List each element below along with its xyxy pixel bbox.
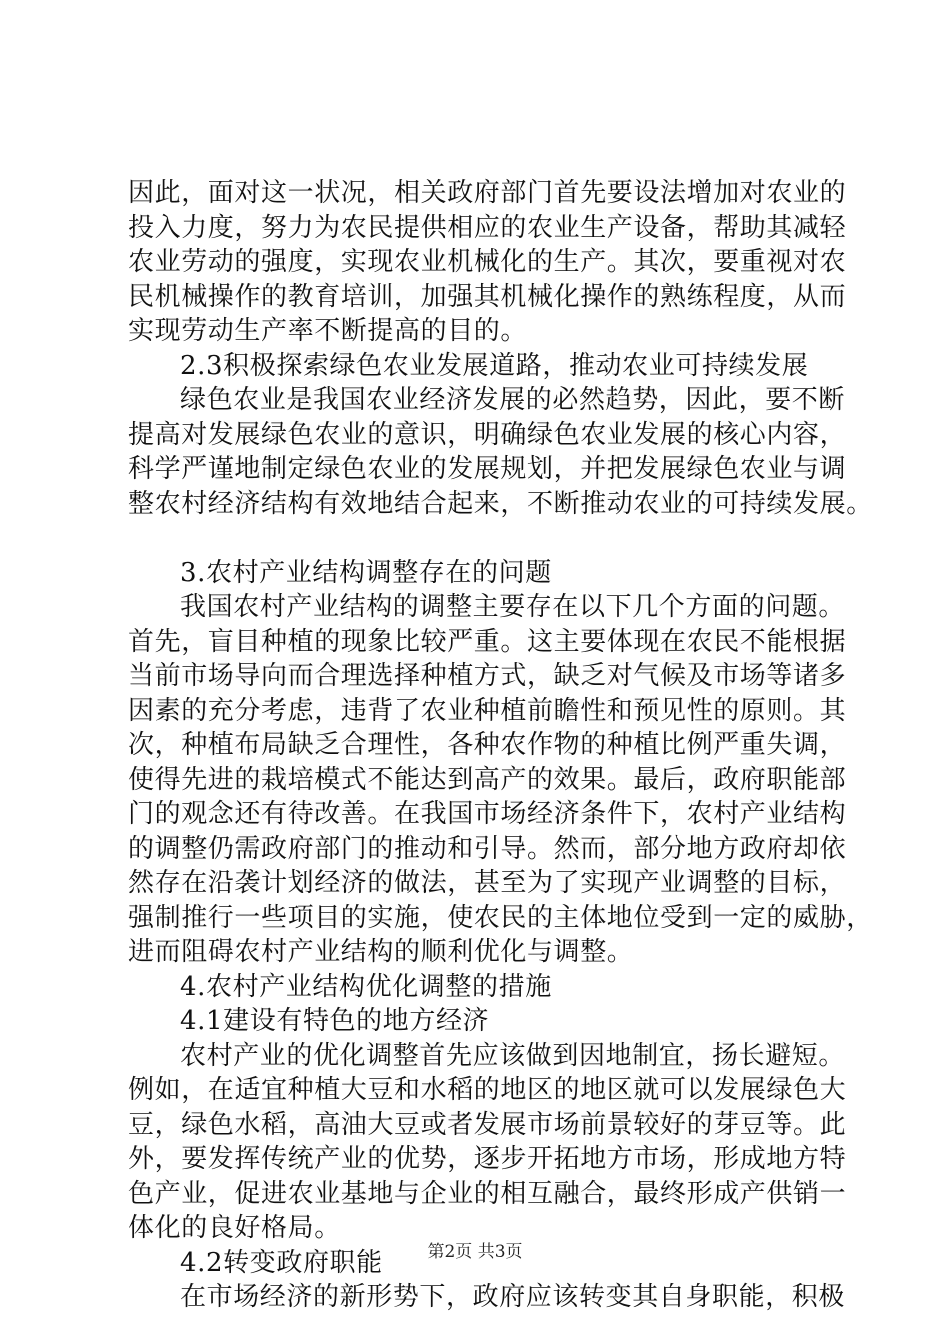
paragraph-start: 在市场经济的新形势下，政府应该转变其自身职能，积极 bbox=[180, 1282, 846, 1312]
section-heading-4-1: 4.1建设有特色的地方经济 bbox=[180, 1006, 490, 1036]
text-line: 因此，面对这一状况，相关政府部门首先要设法增加对农业的 bbox=[128, 178, 847, 208]
text-line: 提高对发展绿色农业的意识，明确绿色农业发展的核心内容， bbox=[128, 419, 847, 450]
section-heading-2-3: 2.3积极探索绿色农业发展道路，推动农业可持续发展 bbox=[180, 350, 809, 381]
page-footer: 第2页 共3页 bbox=[427, 1242, 523, 1262]
paragraph-start: 农村产业的优化调整首先应该做到因地制宜，扬长避短。 bbox=[180, 1040, 846, 1071]
paragraph-start: 我国农村产业结构的调整主要存在以下几个方面的问题。 bbox=[180, 592, 846, 622]
text-line: 例如，在适宜种植大豆和水稻的地区的地区就可以发展绿色大 bbox=[128, 1075, 847, 1105]
text-line: 进而阻碍农村产业结构的顺利优化与调整。 bbox=[128, 937, 634, 967]
text-line: 整农村经济结构有效地结合起来，不断推动农业的可持续发展。 bbox=[128, 488, 873, 519]
text-line: 实现劳动生产率不断提高的目的。 bbox=[128, 316, 528, 346]
text-line: 科学严谨地制定绿色农业的发展规划，并把发展绿色农业与调 bbox=[128, 454, 847, 484]
paragraph-start: 绿色农业是我国农业经济发展的必然趋势，因此，要不断 bbox=[180, 385, 846, 415]
text-line: 强制推行一些项目的实施，使农民的主体地位受到一定的威胁， bbox=[128, 902, 873, 933]
text-line: 然存在沿袭计划经济的做法，甚至为了实现产业调整的目标， bbox=[128, 868, 847, 898]
text-line: 农业劳动的强度，实现农业机械化的生产。其次，要重视对农 bbox=[128, 247, 847, 277]
text-line: 当前市场导向而合理选择种植方式，缺乏对气候及市场等诸多 bbox=[128, 661, 847, 691]
text-line: 次，种植布局缺乏合理性，各种农作物的种植比例严重失调， bbox=[128, 730, 847, 760]
section-heading-3: 3.农村产业结构调整存在的问题 bbox=[180, 557, 552, 588]
text-line: 因素的充分考虑，违背了农业种植前瞻性和预见性的原则。其 bbox=[128, 695, 847, 726]
text-line: 豆，绿色水稻，高油大豆或者发展市场前景较好的芽豆等。此 bbox=[128, 1109, 847, 1140]
text-line: 民机械操作的教育培训，加强其机械化操作的熟练程度，从而 bbox=[128, 281, 847, 312]
text-line: 外，要发挥传统产业的优势，逐步开拓地方市场，形成地方特 bbox=[128, 1144, 847, 1174]
document-body bbox=[128, 176, 873, 1315]
text-line: 体化的良好格局。 bbox=[128, 1213, 341, 1243]
text-line: 的调整仍需政府部门的推动和引导。然而，部分地方政府却依 bbox=[128, 833, 847, 864]
text-line: 使得先进的栽培模式不能达到高产的效果。最后，政府职能部 bbox=[128, 764, 847, 795]
text-line: 色产业，促进农业基地与企业的相互融合，最终形成产供销一 bbox=[128, 1178, 847, 1209]
text-line: 门的观念还有待改善。在我国市场经济条件下，农村产业结构 bbox=[128, 799, 847, 829]
section-heading-4: 4.农村产业结构优化调整的措施 bbox=[180, 971, 552, 1002]
text-line: 首先，盲目种植的现象比较严重。这主要体现在农民不能根据 bbox=[128, 626, 847, 657]
section-heading-4-2: 4.2转变政府职能 bbox=[180, 1247, 383, 1278]
blank-line bbox=[128, 521, 848, 556]
text-line: 投入力度，努力为农民提供相应的农业生产设备，帮助其减轻 bbox=[128, 212, 847, 243]
